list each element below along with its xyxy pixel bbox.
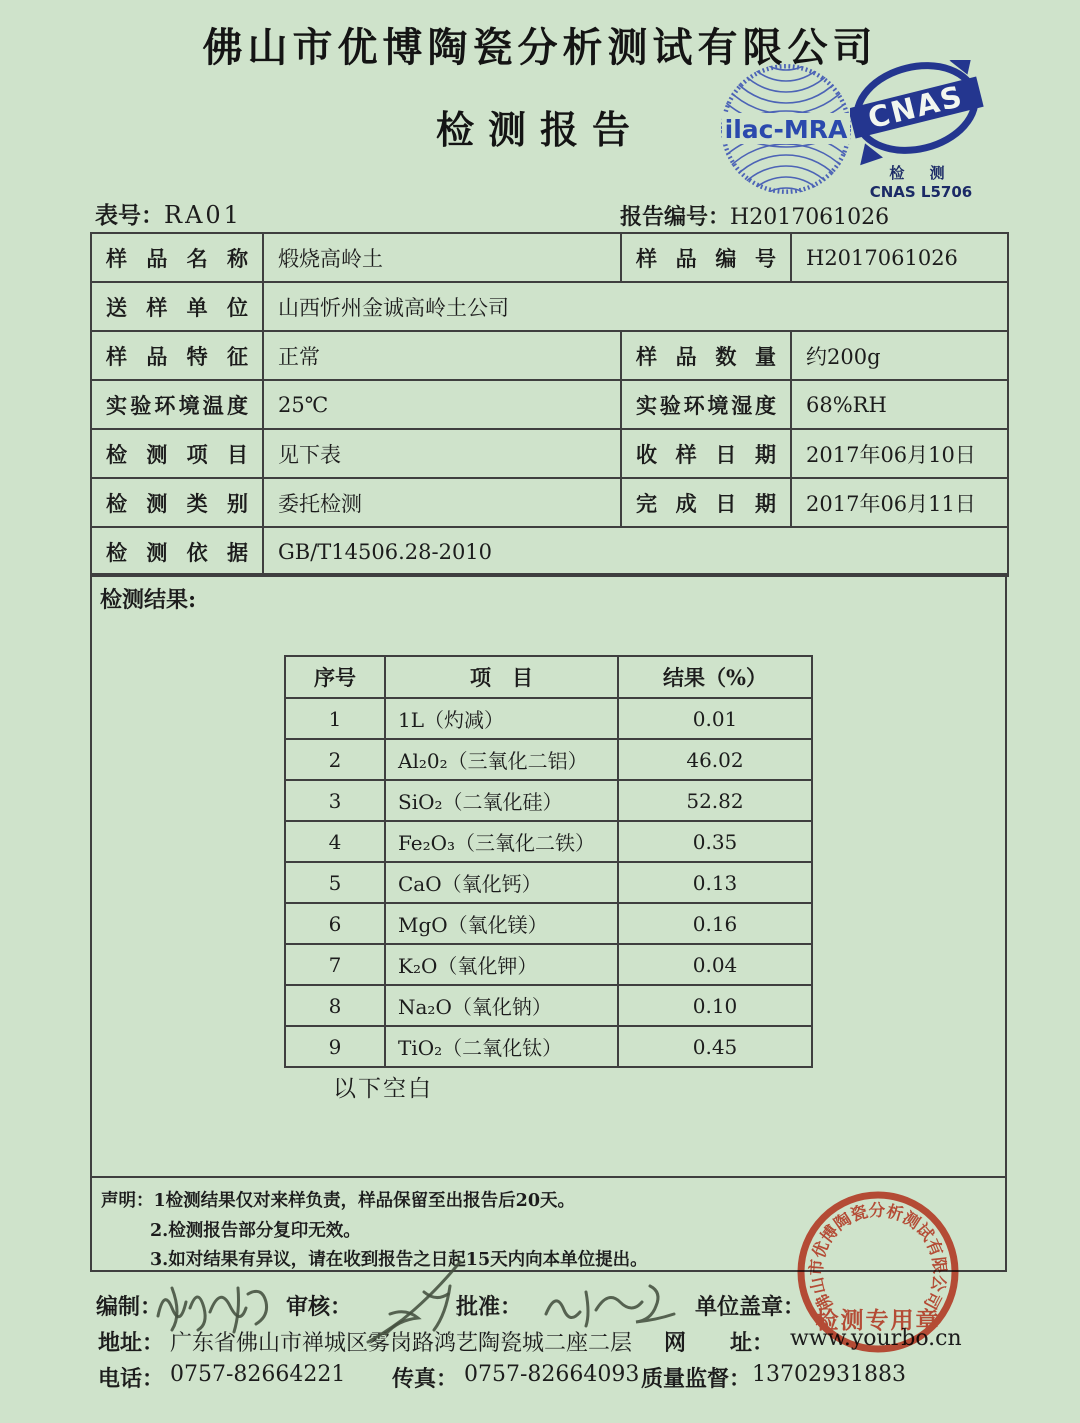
website-label: 网 址： [664,1330,775,1356]
result-value: 0.16 [618,903,812,944]
result-value: 46.02 [618,739,812,780]
result-no: 9 [285,1026,385,1067]
info-value: 68%RH [791,380,1008,429]
table-row [285,903,812,944]
ilac-mra-label: ilac-MRA [724,115,848,144]
ilac-mra-logo-icon [718,61,854,197]
prepared-signature [150,1278,280,1336]
result-value: 0.13 [618,862,812,903]
info-label: 检测类别 [91,478,263,527]
info-value: 煅烧高岭土 [263,233,621,282]
info-value: 山西忻州金诚高岭土公司 [263,282,1008,331]
info-value: 正常 [263,331,621,380]
form-number [95,197,242,230]
table-row [285,862,812,903]
info-label: 样品特征 [91,331,263,380]
website-value: www.yourbo.cn [790,1326,962,1351]
results-table [284,655,813,1068]
table-row [285,944,812,985]
info-label: 完成日期 [621,478,791,527]
statement-line-1: 声明：1检测结果仅对来样负责，样品保留至出报告后20天。 [101,1191,576,1211]
cnas-caption-number: CNAS L5706 [869,183,973,201]
result-item: TiO₂（二氧化钛） [385,1026,618,1067]
table-row [91,380,1008,429]
approved-signature [540,1272,700,1334]
info-label: 检测项目 [91,429,263,478]
company-seal-label: 单位盖章： [695,1294,806,1320]
qc-supervision-label: 质量监督： [641,1366,752,1392]
approved-by-label: 批准： [456,1294,523,1320]
form-number-value: RA01 [164,201,242,229]
info-value: 2017年06月11日 [791,478,1008,527]
stamp-center-text: 检测专用章 [815,1307,941,1334]
info-label: 样品数量 [621,331,791,380]
result-value: 0.45 [618,1026,812,1067]
fax-label: 传真： [392,1366,459,1392]
table-row [285,739,812,780]
table-row [91,282,1008,331]
info-value: GB/T14506.28-2010 [263,527,1008,576]
result-item: 1L（灼减） [385,698,618,739]
result-item: SiO₂（二氧化硅） [385,780,618,821]
result-no: 6 [285,903,385,944]
table-row [91,429,1008,478]
results-col-no: 序号 [285,656,385,698]
result-item: K₂O（氧化钾） [385,944,618,985]
company-title: 佛山市优博陶瓷分析测试有限公司 [202,24,878,71]
result-item: Al₂0₂（三氧化二铝） [385,739,618,780]
result-value: 0.35 [618,821,812,862]
blank-below-note: 以下空白 [333,1076,433,1102]
table-row [91,233,1008,282]
result-value: 0.04 [618,944,812,985]
result-no: 1 [285,698,385,739]
table-row [285,985,812,1026]
results-section [90,573,1007,1178]
info-value: 25℃ [263,380,621,429]
info-value: 见下表 [263,429,621,478]
report-number-value: H2017061026 [730,205,890,230]
company-stamp [794,1188,970,1364]
address-label: 地址： [98,1330,165,1356]
result-item: CaO（氧化钙） [385,862,618,903]
fax-value: 0757-82664093 [464,1362,640,1387]
results-col-value: 结果（%） [618,656,812,698]
phone-value: 0757-82664221 [170,1362,346,1387]
result-no: 4 [285,821,385,862]
result-item: Fe₂O₃（三氧化二铁） [385,821,618,862]
info-label: 送样单位 [91,282,263,331]
result-value: 0.10 [618,985,812,1026]
cnas-logo-icon [850,60,992,202]
info-value: 约200g [791,331,1008,380]
info-value: 委托检测 [263,478,621,527]
results-col-item: 项 目 [385,656,618,698]
table-row [285,821,812,862]
table-row [91,331,1008,380]
report-number [620,200,889,231]
result-item: MgO（氧化镁） [385,903,618,944]
info-label: 收样日期 [621,429,791,478]
statement-line-2: 2.检测报告部分复印无效。 [150,1221,361,1241]
table-header-row [285,656,812,698]
sample-info-table [90,232,1009,577]
reviewed-by-label: 审核： [286,1294,353,1320]
statement-line-3: 3.如对结果有异议，请在收到报告之日起15天内向本单位提出。 [150,1250,648,1270]
info-label: 检测依据 [91,527,263,576]
result-no: 3 [285,780,385,821]
table-row [285,1026,812,1067]
reviewed-signature [360,1258,490,1350]
table-row [285,780,812,821]
results-section-label: 检测结果: [100,587,197,613]
result-no: 8 [285,985,385,1026]
result-no: 5 [285,862,385,903]
info-label: 样品编号 [621,233,791,282]
result-no: 2 [285,739,385,780]
form-number-label: 表号： [95,202,164,229]
table-row [91,478,1008,527]
info-label: 实验环境温度 [91,380,263,429]
result-no: 7 [285,944,385,985]
cnas-caption-jiance: 检 测 [889,164,955,182]
report-number-label: 报告编号： [620,204,731,230]
table-row [91,527,1008,576]
result-item: Na₂O（氧化钠） [385,985,618,1026]
phone-label: 电话： [98,1366,165,1392]
cnas-label: CNAS [864,78,967,136]
report-title: 检测报告 [435,107,644,152]
address-value: 广东省佛山市禅城区雾岗路鸿艺陶瓷城二座二层 [170,1331,633,1356]
prepared-by-label: 编制： [96,1294,163,1320]
result-value: 52.82 [618,780,812,821]
stamp-ring-text: 佛山市优博陶瓷分析测试有限公司 [806,1200,950,1315]
result-value: 0.01 [618,698,812,739]
qc-supervision-value: 13702931883 [752,1362,906,1387]
info-value: H2017061026 [791,233,1008,282]
info-value: 2017年06月10日 [791,429,1008,478]
info-label: 样品名称 [91,233,263,282]
table-row [285,698,812,739]
info-label: 实验环境湿度 [621,380,791,429]
